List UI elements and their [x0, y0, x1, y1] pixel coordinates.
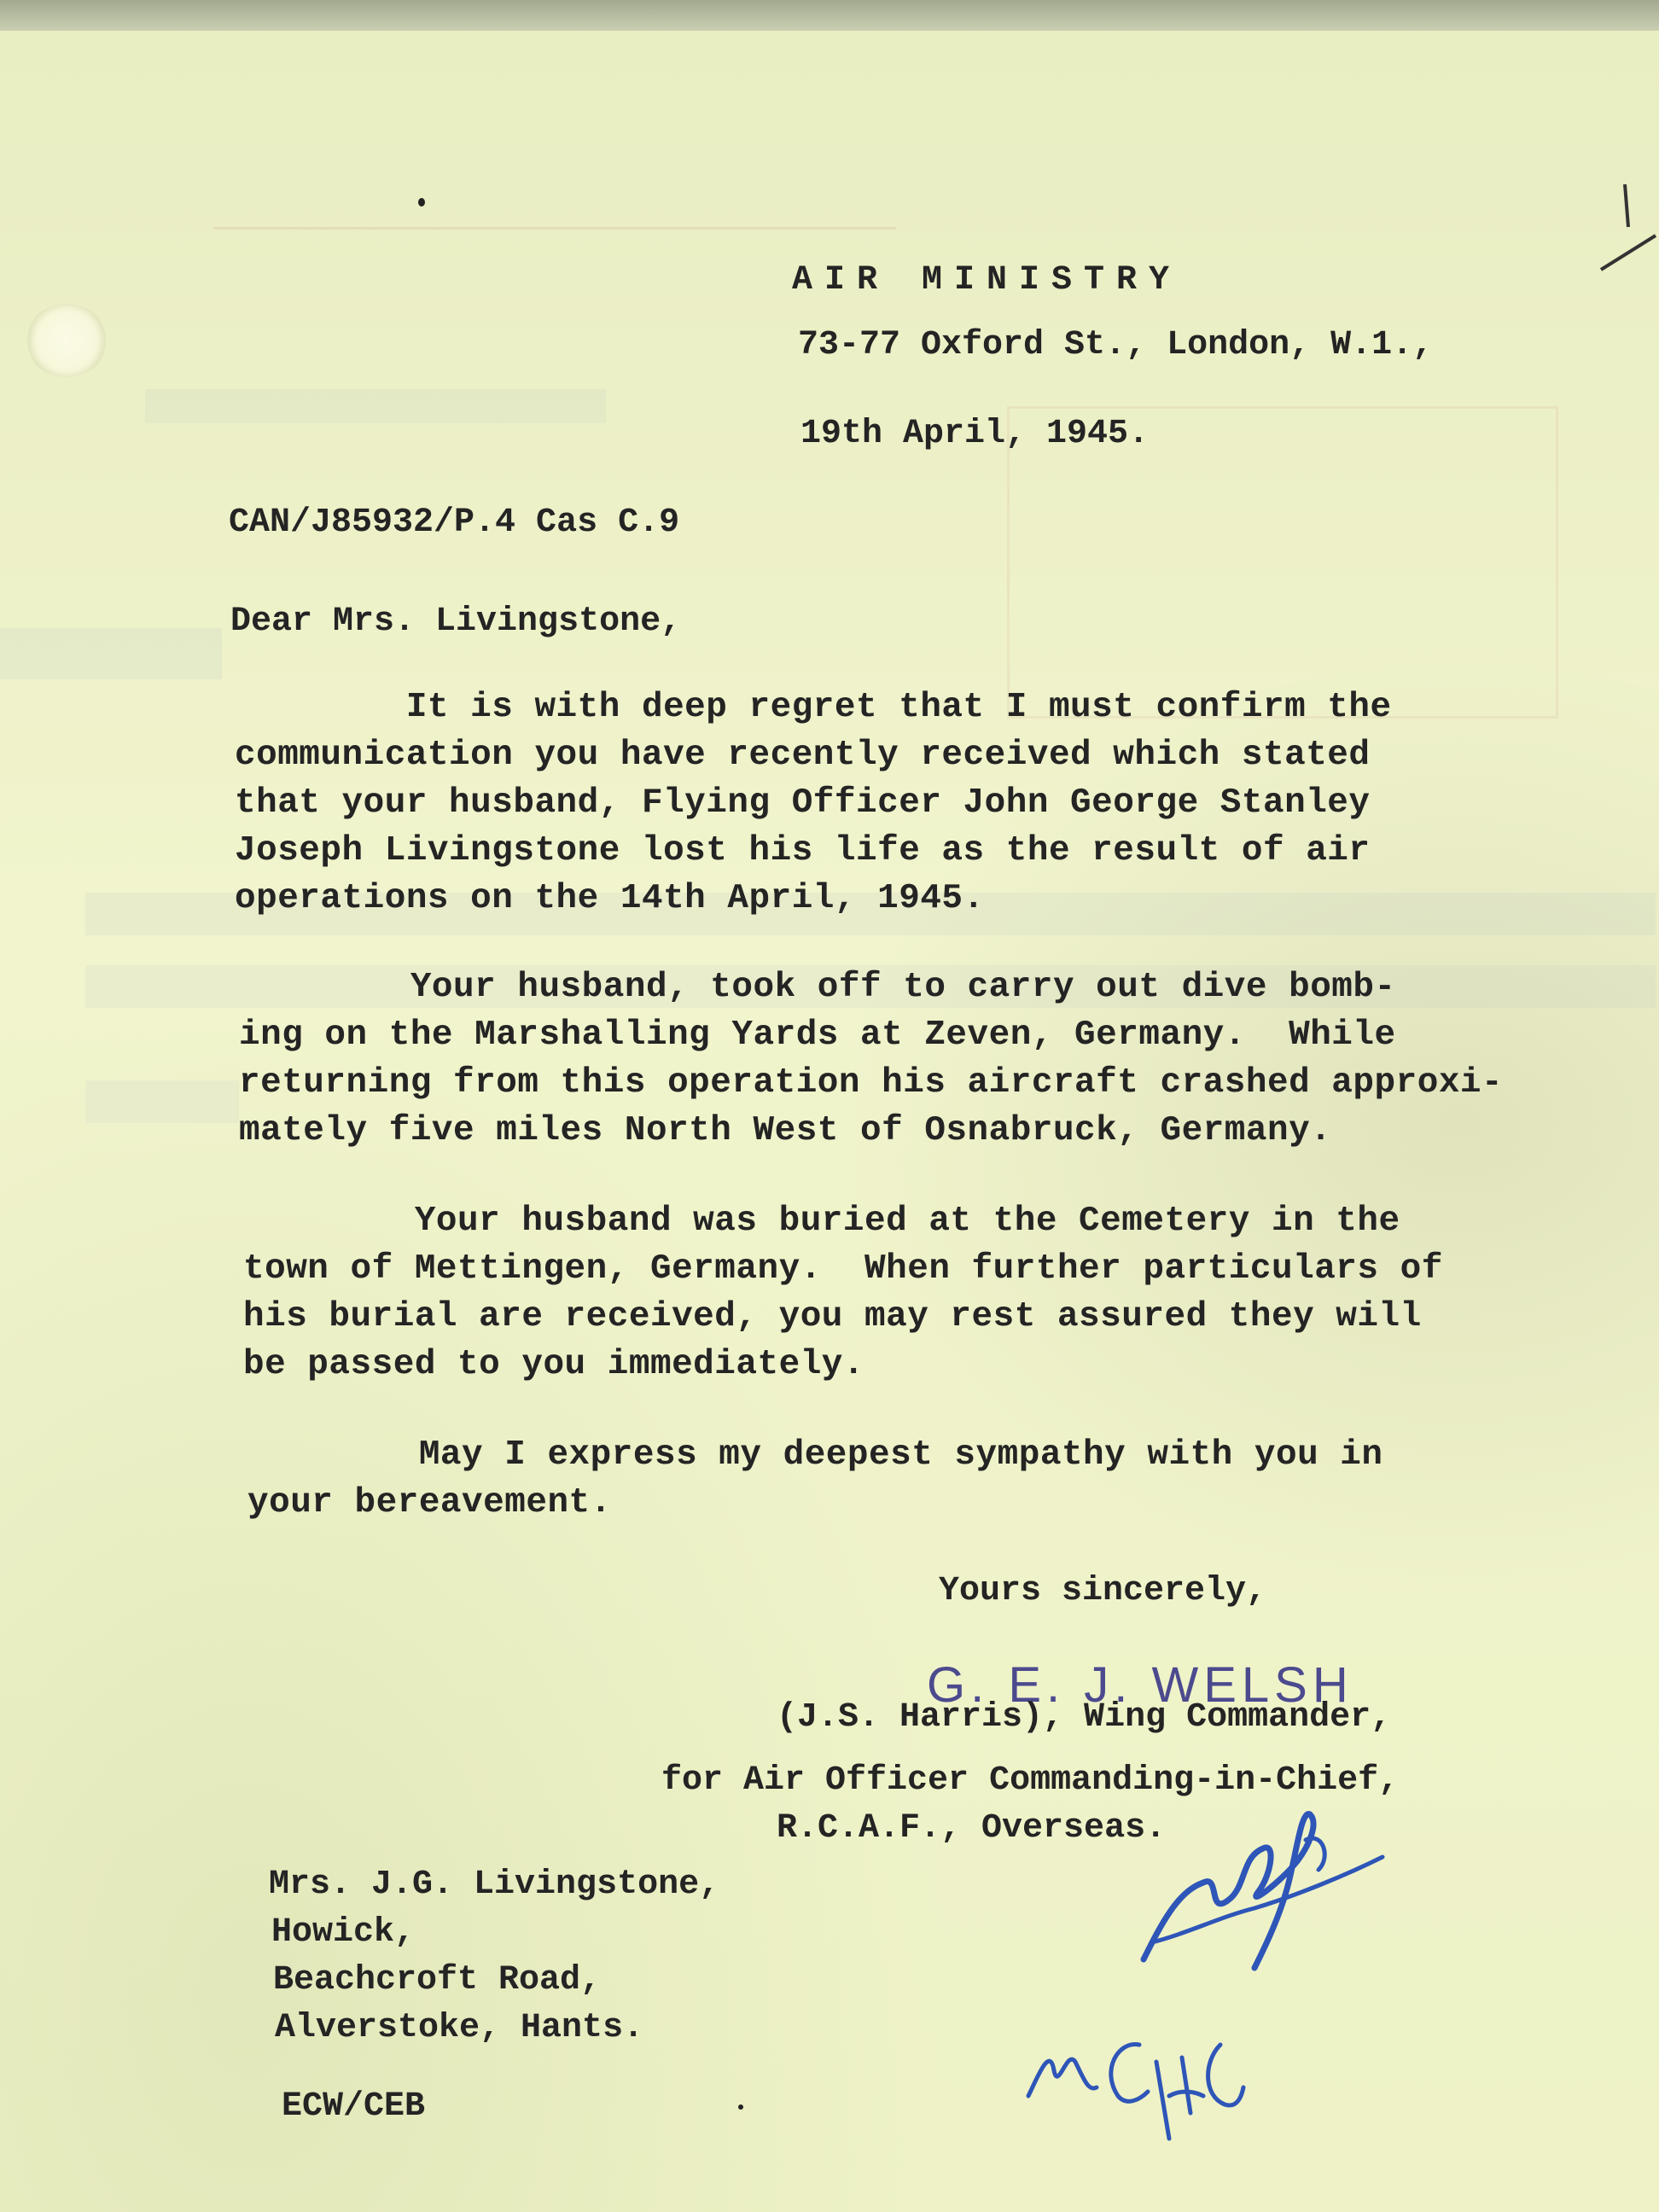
body-line: that your husband, Flying Officer John George Stanley — [235, 783, 1371, 823]
body-line: be passed to you immediately. — [243, 1345, 865, 1384]
signatory-line: (J.S. Harris), Wing Commander, — [777, 1698, 1392, 1737]
body-line: his burial are received, you may rest assured they will — [243, 1297, 1422, 1336]
recipient-line: Beachcroft Road, — [273, 1961, 602, 2000]
punch-hole — [26, 304, 108, 377]
body-line: town of Mettingen, Germany. When further particulars of — [243, 1249, 1443, 1289]
body-line: Your husband, took off to carry out dive bomb- — [239, 968, 1396, 1007]
reference-number: CAN/J85932/P.4 Cas C.9 — [229, 504, 680, 542]
body-line: mately five miles North West of Osnabruck, Germany. — [239, 1111, 1332, 1150]
letter-date: 19th April, 1945. — [800, 415, 1150, 453]
body-line: returning from this operation his aircraft crashed approxi- — [239, 1063, 1504, 1103]
paper-top-edge — [0, 0, 1659, 31]
body-line: your bereavement. — [247, 1483, 612, 1522]
typist-reference: ECW/CEB — [282, 2087, 426, 2126]
body-line: Joseph Livingstone lost his life as the result of air — [235, 831, 1371, 870]
bleed-through-marks — [85, 1080, 239, 1123]
recipient-line: Alverstoke, Hants. — [275, 2009, 644, 2047]
letterhead-org: AIR MINISTRY — [792, 261, 1182, 300]
body-line: Your husband was buried at the Cemetery in the — [243, 1202, 1400, 1241]
recipient-line: Mrs. J.G. Livingstone, — [269, 1866, 720, 1904]
bleed-through-marks — [0, 628, 222, 679]
recipient-line: Howick, — [271, 1913, 416, 1952]
handwritten-initials — [1126, 1789, 1408, 2011]
signatory-line: for Air Officer Commanding-in-Chief, — [661, 1761, 1400, 1800]
body-line: communication you have recently received which stated — [235, 736, 1371, 775]
handwritten-initials — [1020, 2011, 1259, 2156]
body-line: It is with deep regret that I must confirm the — [235, 688, 1392, 727]
salutation: Dear Mrs. Livingstone, — [230, 602, 682, 641]
letterhead-address: 73-77 Oxford St., London, W.1., — [798, 326, 1434, 364]
body-line: May I express my deepest sympathy with you in — [247, 1435, 1383, 1475]
bleed-through-marks — [145, 389, 606, 423]
signatory-line: R.C.A.F., Overseas. — [777, 1809, 1167, 1848]
ink-speck — [418, 198, 425, 207]
stamped-signature-name: G. E. J. WELSH — [927, 1657, 1353, 1713]
bleed-through-marks — [213, 176, 896, 230]
body-line: ing on the Marshalling Yards at Zeven, Germany. While — [239, 1016, 1396, 1055]
body-line: operations on the 14th April, 1945. — [235, 879, 985, 918]
closing: Yours sincerely, — [939, 1572, 1267, 1610]
letter-sheet — [0, 31, 1659, 2212]
margin-pencil-mark — [1591, 150, 1659, 287]
ink-speck — [738, 2104, 743, 2110]
